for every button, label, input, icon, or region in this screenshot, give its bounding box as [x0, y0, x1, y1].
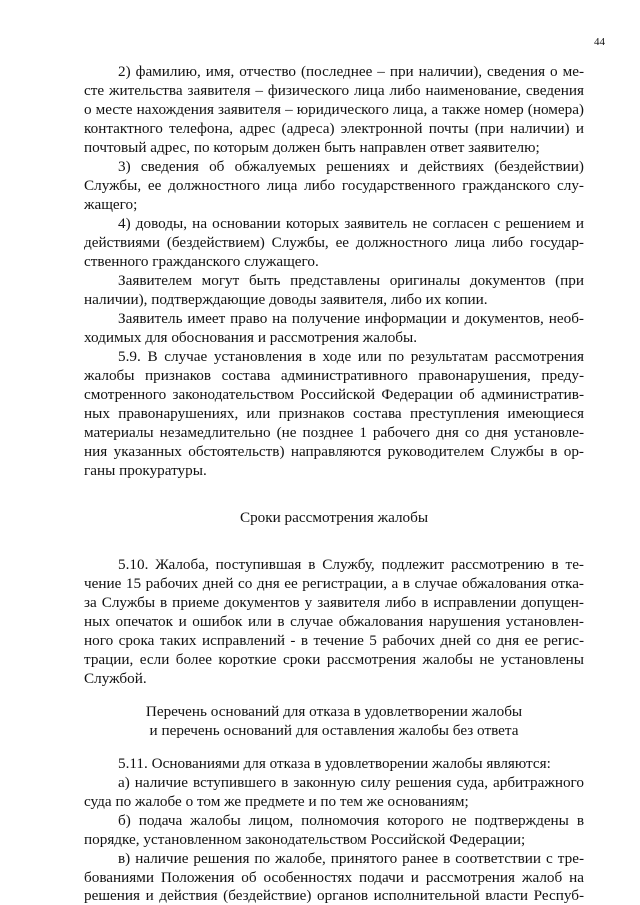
text-line: решения и действия (бездействие) органов исполнительной власти Респуб- — [84, 887, 584, 904]
text-line: ного срока таких исправлений - в течение 5 рабочих дней со дня ее регис- — [84, 632, 584, 649]
text-line: 4) доводы, на основании которых заявитель не согласен с решением и — [118, 215, 584, 232]
text-line: порядке, установленном законодательством Российской Федерации; — [84, 831, 526, 848]
text-line: ния указанных обстоятельств) направляются руководителем Службы в ор- — [84, 443, 584, 460]
text-line: ных правонарушениях, или признаков состава преступления имеющиеся — [84, 405, 584, 422]
text-line: бованиями Положения об особенностях подачи и рассмотрения жалоб на — [84, 869, 584, 886]
text-line: 5.10. Жалоба, поступившая в Службу, подлежит рассмотрению в те- — [118, 556, 584, 573]
text-line: а) наличие вступившего в законную силу решения суда, арбитражного — [118, 774, 584, 791]
text-line: действиями (бездействием) Службы, ее должностного лица либо государ- — [84, 234, 584, 251]
text-line: о месте нахождения заявителя – юридического лица, а также номер (номера) — [84, 101, 584, 118]
text-line: Заявителем могут быть представлены оригиналы документов (при — [118, 272, 584, 289]
text-line: смотренного законодательством Российской Федерации об административ- — [84, 386, 584, 403]
text-line: ных опечаток и ошибок или в случае обжалования нарушения установлен- — [84, 613, 584, 630]
text-line: за Службы в приеме документов у заявителя либо в исправлении допущен- — [84, 594, 584, 611]
section-heading: и перечень оснований для оставления жалобы без ответа — [149, 722, 519, 739]
page-number: 44 — [594, 36, 605, 48]
text-line: ственного гражданского служащего. — [84, 253, 319, 270]
text-line: Заявитель имеет право на получение информации и документов, необ- — [118, 310, 584, 327]
text-line: жалобы признаков состава административного правонарушения, преду- — [84, 367, 584, 384]
text-line: материалы незамедлительно (не позднее 1 рабочего дня со дня установле- — [84, 424, 584, 441]
text-line: в) наличие решения по жалобе, принятого ранее в соответствии с тре- — [118, 850, 584, 867]
text-line: ганы прокуратуры. — [84, 462, 207, 479]
text-line: контактного телефона, адрес (адреса) электронной почты (при наличии) и — [84, 120, 584, 137]
section-heading: Перечень оснований для отказа в удовлетворении жалобы — [145, 703, 523, 720]
text-line: 5.9. В случае установления в ходе или по результатам рассмотрения — [118, 348, 584, 365]
text-line: 5.11. Основаниями для отказа в удовлетворении жалобы являются: — [118, 755, 551, 772]
text-line: б) подача жалобы лицом, полномочия которого не подтверждены в — [118, 812, 584, 829]
text-line: сте жительства заявителя – физического лица либо наименование, сведения — [84, 82, 584, 99]
text-line: Службы, ее должностного лица либо государственного гражданского слу- — [84, 177, 584, 194]
text-line: чение 15 рабочих дней со дня ее регистрации, а в случае обжалования отка- — [84, 575, 584, 592]
text-line: Службой. — [84, 670, 147, 687]
text-line: наличии), подтверждающие доводы заявителя, либо их копии. — [84, 291, 488, 308]
text-line: суда по жалобе о том же предмете и по тем же основаниям; — [84, 793, 469, 810]
text-line: 2) фамилию, имя, отчество (последнее – при наличии), сведения о ме- — [118, 63, 584, 80]
text-line: ходимых для обоснования и рассмотрения жалобы. — [84, 329, 418, 346]
text-line: жащего; — [84, 196, 138, 213]
text-line: почтовый адрес, по которым должен быть направлен ответ заявителю; — [84, 139, 540, 156]
section-heading: Сроки рассмотрения жалобы — [239, 509, 429, 526]
text-line: 3) сведения об обжалуемых решениях и действиях (бездействии) — [118, 158, 584, 175]
text-line: трации, если более короткие сроки рассмотрения жалобы не установлены — [84, 651, 584, 668]
